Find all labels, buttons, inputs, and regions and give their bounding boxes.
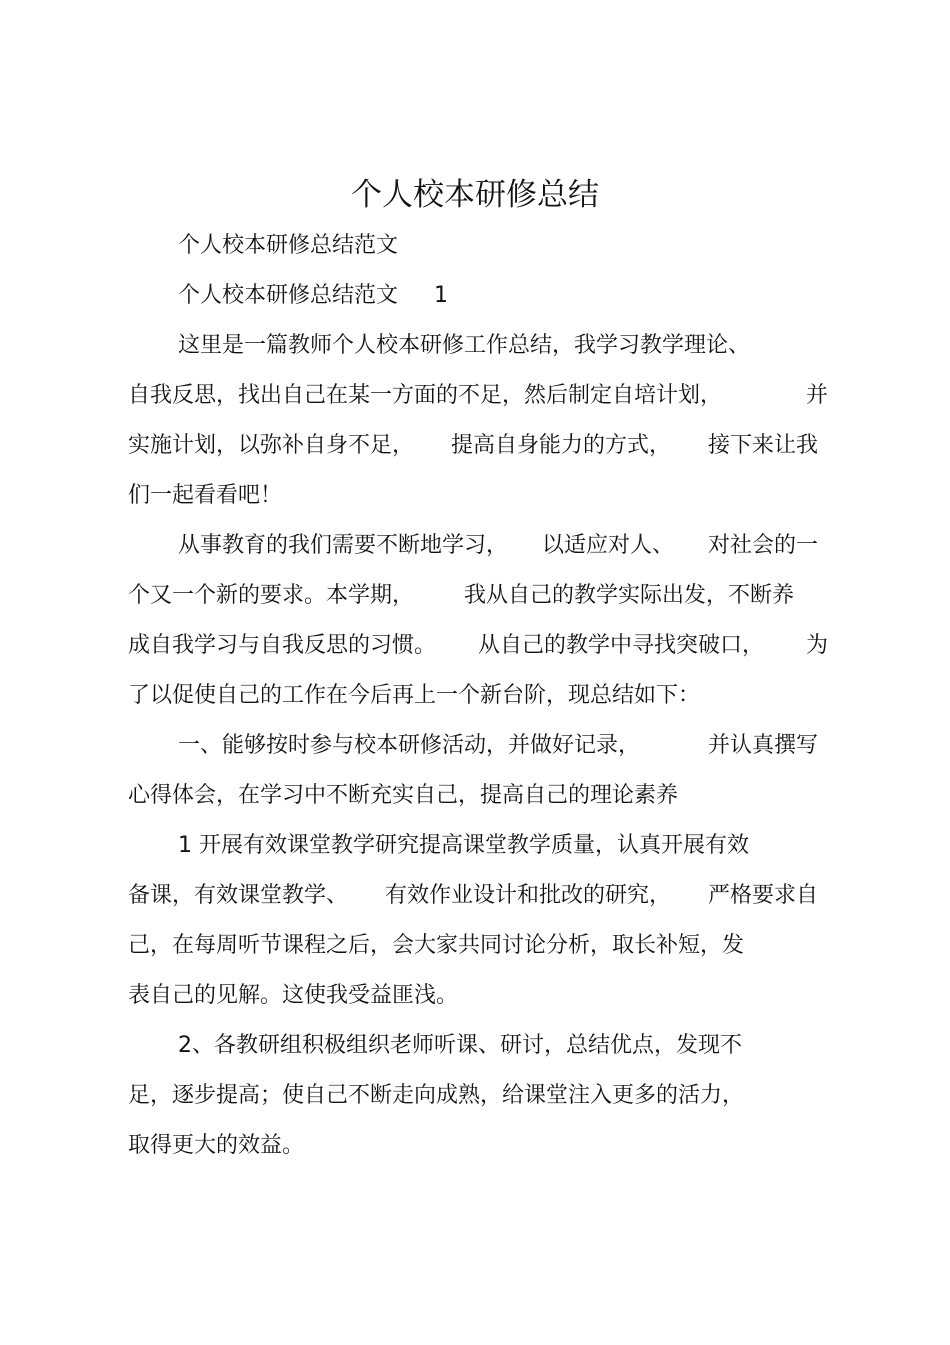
text-segment: 并 [805, 383, 828, 408]
text-segment: 成自我学习与自我反思的习惯。 [128, 633, 437, 658]
subtitle-number: 1 [434, 283, 449, 308]
paragraph-line [178, 531, 818, 561]
text-segment: 严格要求自 [707, 883, 818, 908]
paragraph-line: 们一起看看吧！ [128, 483, 283, 508]
text-segment: 接下来让我 [707, 433, 818, 458]
paragraph-line [128, 881, 818, 911]
paragraph-line: 心得体会，在学习中不断充实自己，提高自己的理论素养 [128, 783, 679, 808]
subtitle-line: 个人校本研修总结范文 [178, 233, 399, 258]
paragraph-line: 取得更大的效益。 [128, 1133, 305, 1158]
paragraph-line [128, 381, 828, 411]
subtitle-numbered-line [178, 281, 448, 311]
text-segment: 一、能够按时参与校本研修活动，并做好记录， [178, 733, 641, 758]
text-segment: 自我反思，找出自己在某一方面的不足，然后制定自培计划， [128, 383, 723, 408]
paragraph-line: 2、各教研组积极组织老师听课、研讨，总结优点，发现不 [178, 1033, 742, 1058]
text-segment: 个又一个新的要求。本学期， [128, 583, 415, 608]
text-segment: 实施计划，以弥补自身不足， [128, 433, 415, 458]
text-segment: 并认真撰写 [707, 733, 818, 758]
text-segment: 为 [805, 633, 828, 658]
paragraph-line: 表自己的见解。这使我受益匪浅。 [128, 983, 459, 1008]
paragraph-line: 这里是一篇教师个人校本研修工作总结，我学习教学理论、 [178, 333, 751, 358]
paragraph-line: 足，逐步提高；使自己不断走向成熟，给课堂注入更多的活力， [128, 1083, 745, 1108]
text-segment: 我从自己的教学实际出发，不断养 [463, 583, 794, 608]
paragraph-line: 了以促使自己的工作在今后再上一个新台阶，现总结如下： [128, 683, 701, 708]
text-segment: 备课，有效课堂教学、 [128, 883, 349, 908]
paragraph-line [128, 581, 794, 611]
text-segment: 提高自身能力的方式， [450, 433, 671, 458]
paragraph-line: 1 开展有效课堂教学研究提高课堂教学质量，认真开展有效 [178, 833, 749, 858]
paragraph-line: 己，在每周听节课程之后，会大家共同讨论分析，取长补短，发 [128, 933, 745, 958]
text-segment: 从自己的教学中寻找突破口， [477, 633, 764, 658]
subtitle-text: 个人校本研修总结范文 [178, 283, 399, 308]
paragraph-line [128, 631, 828, 661]
paragraph-line [178, 731, 818, 761]
text-segment: 以适应对人、 [541, 533, 674, 558]
text-segment: 有效作业设计和批改的研究， [384, 883, 671, 908]
paragraph-line [128, 431, 818, 461]
document-title: 个人校本研修总结 [351, 177, 599, 213]
text-segment: 从事教育的我们需要不断地学习， [178, 533, 509, 558]
text-segment: 对社会的一 [707, 533, 818, 558]
